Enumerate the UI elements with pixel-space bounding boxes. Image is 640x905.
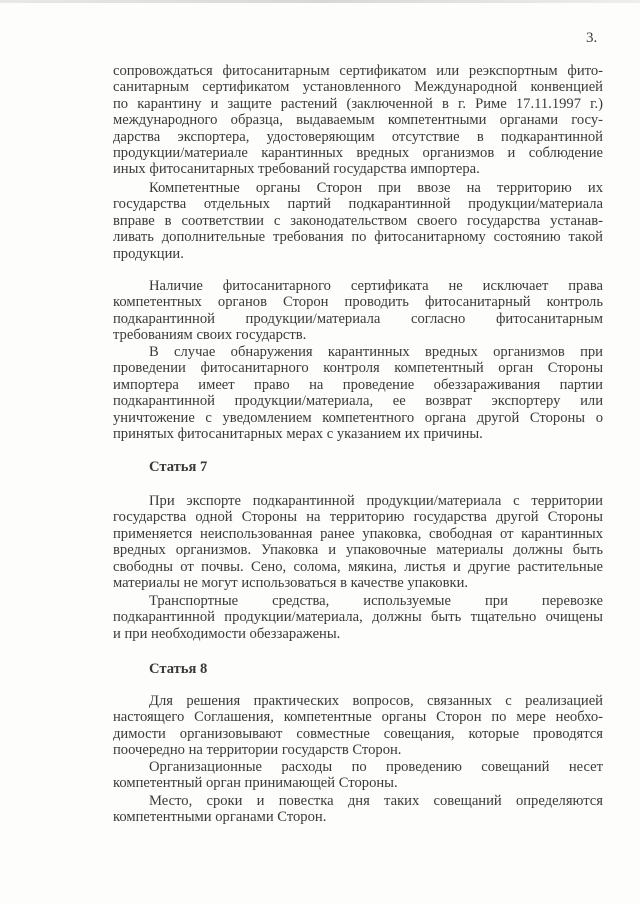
scan-edge xyxy=(0,0,640,3)
text-line: Наличие фитосанитарного сертификата не исключает права xyxy=(149,278,603,294)
text-line: При экспорте подкарантинной продукции/материала с территории xyxy=(149,493,603,509)
text-line: компетентный орган принимающей Стороны. xyxy=(113,775,398,792)
text-line: проведении фитосанитарного контроля компетентный орган Стороны xyxy=(113,360,603,377)
text-line: подкарантинной продукции/материала согласно фитосанитарным xyxy=(113,310,603,327)
text-line: применяется неиспользованная ранее упаковка, свободная от карантинных xyxy=(113,525,603,542)
text-line: продукции. xyxy=(113,245,184,262)
text-line: уничтожение с уведомлением компетентного органа другой Стороны о xyxy=(113,409,603,426)
page-number: 3. xyxy=(586,30,598,46)
text-line: поочередно на территории государств Сторон. xyxy=(113,742,402,759)
text-line: материалы не могут использоваться в качестве упаковки. xyxy=(113,574,469,591)
paragraph xyxy=(113,493,603,591)
text-line: принятых фитосанитарных мерах с указанием их причины. xyxy=(113,425,483,442)
paragraph xyxy=(113,180,603,262)
article-heading-7: Статья 7 xyxy=(149,459,208,475)
paragraph xyxy=(113,693,603,759)
text-line: подкарантинной продукции/материала, должны быть тщательно очищены xyxy=(113,609,603,626)
paragraph xyxy=(113,593,603,642)
paragraph xyxy=(113,278,603,344)
text-line: Организационные расходы по проведению совещаний несет xyxy=(149,759,603,775)
text-line: по карантину и защите растений (заключенной в г. Риме 17.11.1997 г.) xyxy=(113,95,603,112)
paragraph xyxy=(113,793,603,826)
text-line: сопровождаться фитосанитарным сертификатом или реэкспортным фито- xyxy=(113,63,603,79)
text-line: государства одной Стороны на территорию государства другой Стороны xyxy=(113,509,603,526)
text-line: импортера имеет право на проведение обеззараживания партии xyxy=(113,376,603,393)
text-line: дарства экспортера, удостоверяющим отсутствие в подкарантинной xyxy=(113,128,603,145)
text-line: Для решения практических вопросов, связанных с реализацией xyxy=(149,693,603,709)
text-line: компетентных органов Сторон проводить фитосанитарный контроль xyxy=(113,294,603,311)
text-line: настоящего Соглашения, компетентные органы Сторон по мере необхо- xyxy=(113,709,603,726)
text-line: иных фитосанитарных требований государства импортера. xyxy=(113,161,480,178)
text-line: Место, сроки и повестка дня таких совещаний определяются xyxy=(149,793,603,809)
text-line: требованиям своих государств. xyxy=(113,327,307,344)
text-line: и при необходимости обеззаражены. xyxy=(113,625,341,642)
text-line: Транспортные средства, используемые при перевозке xyxy=(149,593,603,609)
text-line: санитарным сертификатом установленного Международной конвенцией xyxy=(113,79,603,96)
text-line: димости организовывают совместные совещания, которые проводятся xyxy=(113,725,603,742)
text-line: свободны от почвы. Сено, солома, мякина, листья и другие растительные xyxy=(113,558,603,575)
text-line: В случае обнаружения карантинных вредных организмов при xyxy=(149,344,603,360)
text-line: государства отдельных партий подкарантинной продукции/материала xyxy=(113,196,603,213)
text-line: продукции/материале карантинных вредных организмов и соблюдение xyxy=(113,144,603,161)
text-line: международного образца, выдаваемым компетентными органами госу- xyxy=(113,112,603,129)
text-line: вправе в соответствии с законодательством своего государства устанав- xyxy=(113,212,603,229)
text-line: Компетентные органы Сторон при ввозе на территорию их xyxy=(149,180,603,196)
paragraph xyxy=(113,759,603,792)
text-line: ливать дополнительные требования по фитосанитарному состоянию такой xyxy=(113,229,603,246)
paragraph xyxy=(113,63,603,178)
text-line: подкарантинной продукции/материала, ее возврат экспортеру или xyxy=(113,393,603,410)
article-heading-8: Статья 8 xyxy=(149,661,208,677)
text-line: компетентными органами Сторон. xyxy=(113,809,327,826)
text-line: вредных организмов. Упаковка и упаковочные материалы должны быть xyxy=(113,542,603,559)
paragraph xyxy=(113,344,603,442)
